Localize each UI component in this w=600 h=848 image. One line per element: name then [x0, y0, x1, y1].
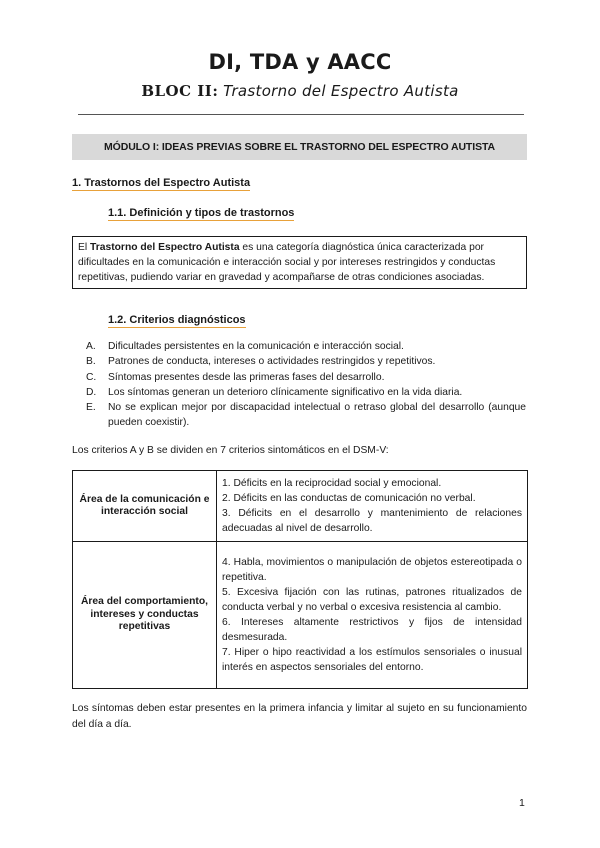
- module-banner: [72, 134, 527, 160]
- criteria-text: Patrones de conducta, intereses o actividades restringidos y repetitivos.: [108, 356, 436, 368]
- symptom-item: 3. Déficits en el desarrollo y mantenimiento de relaciones adecuadas al nivel de desarrollo.: [222, 507, 522, 534]
- definition-box: [72, 236, 527, 289]
- module-title: MÓDULO I: IDEAS PREVIAS SOBRE EL TRASTORNO DEL ESPECTRO AUTISTA: [104, 141, 495, 153]
- symptom-item: 2. Déficits en las conductas de comunicación no verbal.: [222, 492, 476, 504]
- items-cell: [217, 471, 528, 542]
- symptom-item: 1. Déficits en la reciprocidad social y emocional.: [222, 477, 442, 489]
- area-cell: Área del comportamiento, intereses y conductas repetitivas: [73, 542, 217, 689]
- criteria-text: No se explican mejor por discapacidad intelectual o retraso global del desarrollo (aunque pueden coexistir).: [108, 402, 526, 429]
- criteria-letter: A.: [86, 341, 96, 352]
- table-row: [73, 542, 528, 689]
- definition-text: es una categoría diagnóstica única caracterizada por dificultades en la comunicación e interacción social y por intereses restringidos y conductas repetitivas, pudiendo variar en gravedad y acompañarse de otras condiciones asociadas.: [78, 242, 496, 283]
- criteria-letter: B.: [86, 356, 96, 368]
- list-item: [86, 339, 526, 354]
- bloc-label: BLOC II:: [141, 82, 219, 100]
- symptom-item: 5. Excesiva fijación con las rutinas, patrones ritualizados de conducta verbal y no verbal o excesiva resistencia al cambio.: [222, 586, 522, 613]
- criteria-text: Dificultades persistentes en la comunicación e interacción social.: [108, 341, 404, 352]
- list-item: [86, 400, 526, 431]
- area-cell: Área de la comunicación e interacción social: [73, 471, 217, 542]
- page-number: 1: [519, 797, 525, 809]
- definition-term: Trastorno del Espectro Autista: [90, 242, 240, 253]
- criteria-letter: C.: [86, 371, 97, 383]
- subsection-heading-criteria: 1.2. Criterios diagnósticos: [108, 314, 246, 326]
- subsection-heading-definition: 1.1. Definición y tipos de trastornos: [108, 207, 295, 219]
- definition-prefix: El: [78, 242, 91, 253]
- list-item: [86, 385, 526, 400]
- criteria-letter: D.: [86, 386, 97, 398]
- dsm-intro-text: Los criterios A y B se dividen en 7 criterios sintomáticos en el DSM-V:: [72, 445, 389, 456]
- section-heading: 1. Trastornos del Espectro Autista: [72, 177, 251, 189]
- document-subtitle: [0, 82, 600, 100]
- list-item: [86, 354, 526, 369]
- symptom-item: 6. Intereses altamente restrictivos y fijos de intensidad desmesurada.: [222, 616, 522, 643]
- items-cell: [217, 542, 528, 689]
- criteria-text: Los síntomas generan un deterioro clínicamente significativo en la vida diaria.: [108, 386, 463, 398]
- criteria-text: Síntomas presentes desde las primeras fases del desarrollo.: [108, 371, 385, 383]
- symptom-item: 4. Habla, movimientos o manipulación de objetos estereotipada o repetitiva.: [222, 556, 522, 583]
- closing-paragraph: Los síntomas deben estar presentes en la primera infancia y limitar al sujeto en su funcionamiento del día a día.: [72, 703, 527, 730]
- document-title: DI, TDA y AACC: [208, 50, 392, 74]
- criteria-letter: E.: [86, 402, 96, 414]
- bloc-title: Trastorno del Espectro Autista: [223, 82, 459, 100]
- list-item: [86, 370, 526, 385]
- criteria-list: [86, 339, 526, 431]
- header-divider: [78, 114, 524, 115]
- dsm-criteria-table: [72, 470, 528, 689]
- symptom-item: 7. Hiper o hipo reactividad a los estímulos sensoriales o inusual interés en aspectos sensoriales del entorno.: [222, 646, 522, 673]
- table-row: [73, 471, 528, 542]
